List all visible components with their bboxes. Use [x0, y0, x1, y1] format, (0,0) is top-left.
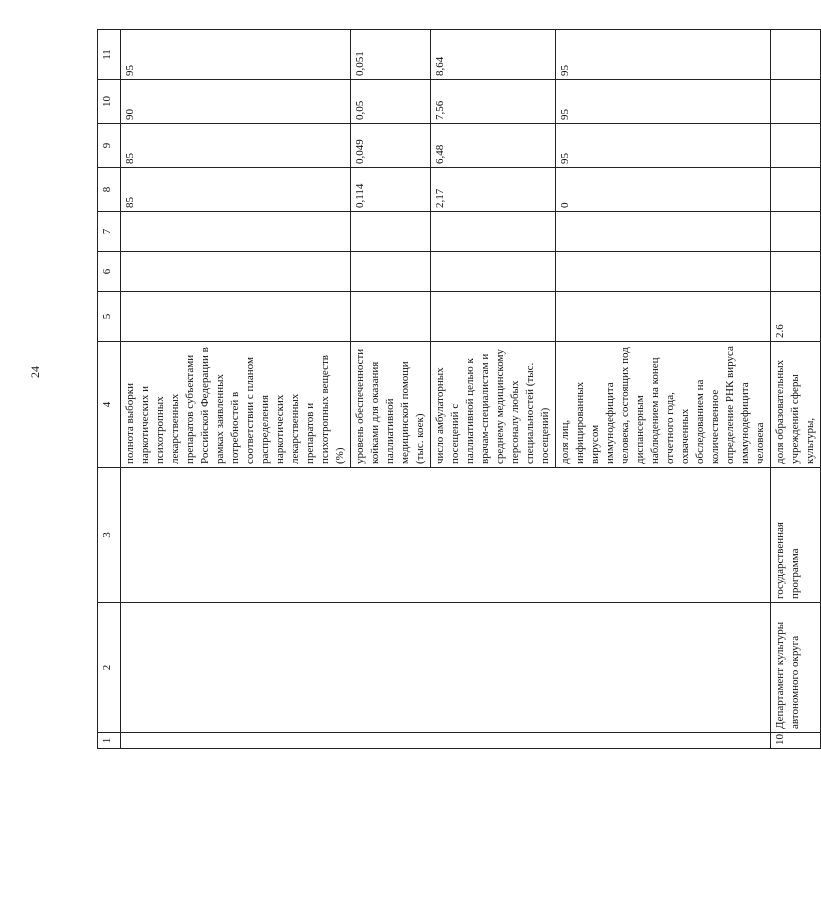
cell-empty — [556, 212, 771, 252]
cell-empty — [121, 603, 771, 733]
cell-empty — [351, 212, 431, 252]
col-number-2: 2 — [98, 603, 121, 733]
indicator-name: доля образовательных учреждений сферы культуры, — [771, 342, 821, 468]
cell-empty — [771, 252, 821, 292]
value-cell: 85 — [121, 168, 351, 212]
rotated-table-sheet — [97, 30, 816, 749]
cell-empty — [431, 292, 556, 342]
value-cell: 0 — [556, 168, 771, 212]
responsible-body: Департамент культуры автономного округа — [771, 603, 821, 733]
value-cell: 90 — [121, 80, 351, 124]
col-number-9: 9 — [98, 124, 121, 168]
indicator-table — [97, 29, 821, 749]
cell-empty — [121, 292, 351, 342]
cell-empty — [351, 292, 431, 342]
cell-empty — [121, 733, 771, 749]
program-type: государственная программа — [771, 468, 821, 603]
value-cell: 0,049 — [351, 124, 431, 168]
cell-empty — [771, 80, 821, 124]
cell-empty — [771, 124, 821, 168]
cell-empty — [771, 30, 821, 80]
column-number-row — [98, 30, 121, 749]
indicator-name: уровень обеспеченности койками для оказания паллиативной медицинской помощи (тыс. коек) — [351, 342, 431, 468]
cell-empty — [351, 252, 431, 292]
col-number-7: 7 — [98, 212, 121, 252]
col-number-4: 4 — [98, 342, 121, 468]
indicator-name: полнота выборки наркотических и психотропных лекарственных препаратов субъектами Российской Федерации в рамках заявленных потребностей в соответствии с планом распределения наркотических лекарственных препаратов и психотропных веществ (%) — [121, 342, 351, 468]
col-number-11: 11 — [98, 30, 121, 80]
value-cell: 95 — [556, 124, 771, 168]
value-cell: 6,48 — [431, 124, 556, 168]
row-number: 10. — [771, 733, 821, 749]
value-cell: 0,114 — [351, 168, 431, 212]
cell-empty — [121, 468, 771, 603]
cell-empty — [556, 292, 771, 342]
cell-empty — [771, 168, 821, 212]
table-row-10 — [771, 30, 821, 749]
value-cell: 95 — [556, 30, 771, 80]
col-number-1: 1 — [98, 733, 121, 749]
indicator-name: число амбулаторных посещений с паллиативной целью к врачам-специалистам и среднему медицинскому персоналу любых специальностей (тыс. посещений) — [431, 342, 556, 468]
col-number-5: 5 — [98, 292, 121, 342]
indicator-name: доля лиц, инфицированных вирусом иммунодефицита человека, состоящих под диспансерным наблюдением на конец отчетного года, охваченных обследованием на количественное определение РНК вируса иммунодефицита человека — [556, 342, 771, 468]
cell-empty — [556, 252, 771, 292]
cell-empty — [771, 212, 821, 252]
value-cell: 95 — [121, 30, 351, 80]
cell-empty — [431, 212, 556, 252]
page-number: 24 — [28, 366, 42, 378]
col-number-3: 3 — [98, 468, 121, 603]
col-number-8: 8 — [98, 168, 121, 212]
value-cell: 85 — [121, 124, 351, 168]
value-cell: 0,051 — [351, 30, 431, 80]
value-cell: 2,17 — [431, 168, 556, 212]
value-cell: 2.6 — [771, 292, 821, 342]
value-cell: 95 — [556, 80, 771, 124]
table-row — [121, 30, 351, 749]
cell-empty — [431, 252, 556, 292]
cell-empty — [121, 252, 351, 292]
value-cell: 0,05 — [351, 80, 431, 124]
cell-empty — [121, 212, 351, 252]
value-cell: 8,64 — [431, 30, 556, 80]
col-number-6: 6 — [98, 252, 121, 292]
value-cell: 7,56 — [431, 80, 556, 124]
col-number-10: 10 — [98, 80, 121, 124]
